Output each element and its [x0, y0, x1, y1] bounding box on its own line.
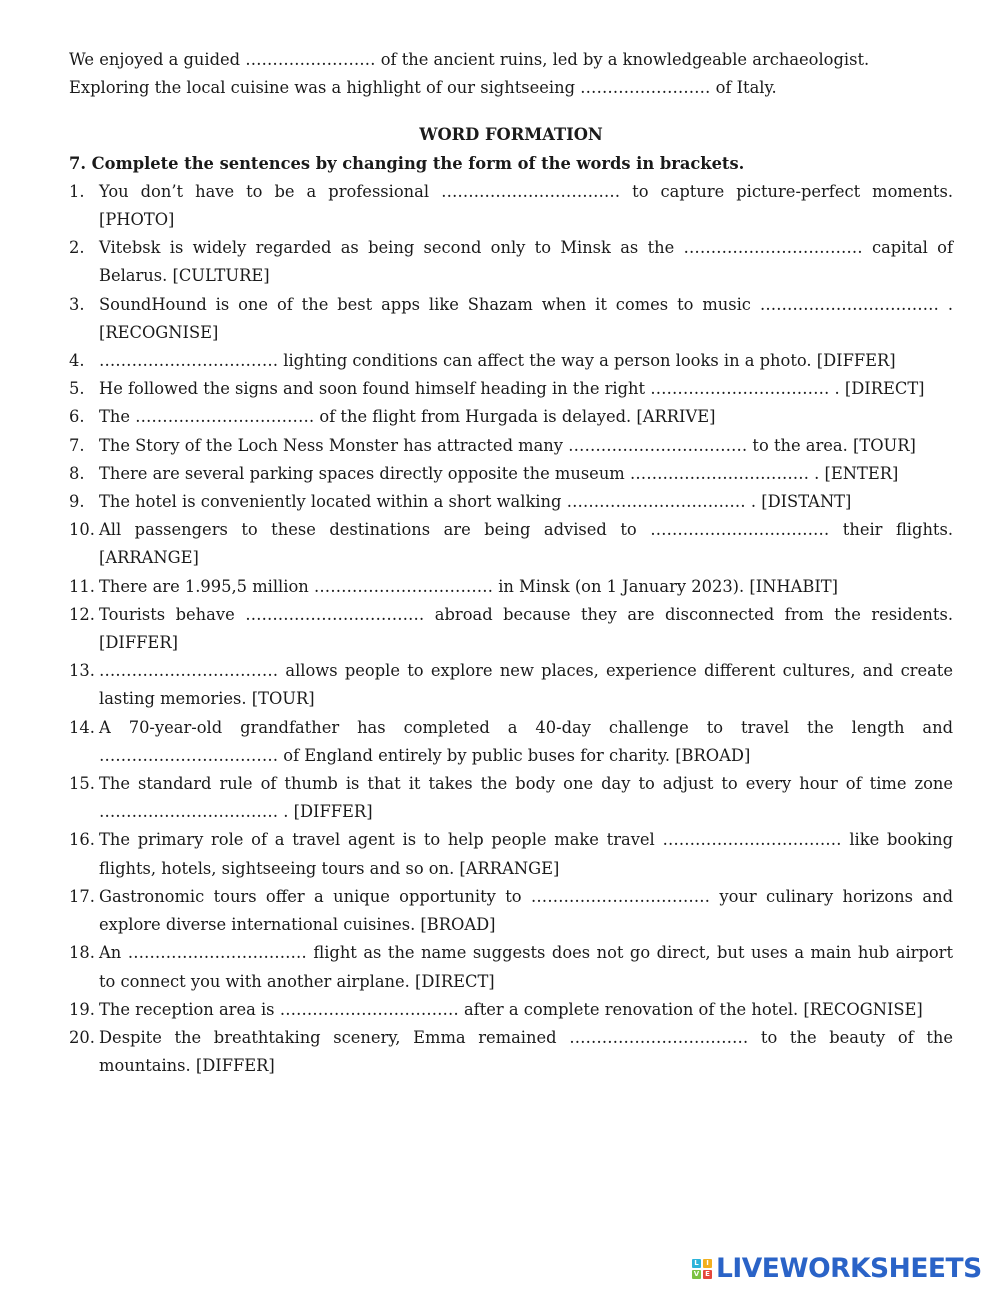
exercise-item [69, 234, 953, 290]
exercise-item [69, 770, 953, 826]
item-number: 10. [69, 520, 95, 540]
item-text: You don’t have to be a professional …………………………… to capture picture-perfect moments. [PHOTO] [99, 181, 953, 230]
item-text: There are 1.995,5 million …………………………… in Minsk (on 1 January 2023). [INHABIT] [99, 576, 838, 596]
exercise-item [69, 573, 953, 601]
item-text: There are several parking spaces directly opposite the museum …………………………… . [ENTER] [99, 463, 899, 483]
item-text: All passengers to these destinations are being advised to …………………………… their flights. [ARRANGE] [99, 520, 953, 568]
logo-block: I [703, 1259, 712, 1268]
item-number: 11. [69, 576, 95, 596]
item-text: SoundHound is one of the best apps like Shazam when it comes to music …………………………… . [RECOGNISE] [99, 294, 953, 342]
exercise-item [69, 1024, 953, 1080]
intro-sentence: We enjoyed a guided …………………… of the ancient ruins, led by a knowledgeable archaeologist. [69, 50, 870, 69]
exercise-item [69, 347, 953, 375]
logo-block: L [692, 1259, 701, 1268]
item-number: 19. [69, 999, 95, 1019]
item-number: 15. [69, 774, 95, 794]
exercise-item [69, 432, 953, 460]
item-text: The standard rule of thumb is that it takes the body one day to adjust to every hour of time zone …………………………… . [DIFFER] [99, 774, 953, 822]
logo-text: LIVEWORKSHEETS [716, 1253, 982, 1284]
item-text: The hotel is conveniently located within a short walking …………………………… . [DISTANT] [99, 492, 852, 512]
item-text: Gastronomic tours offer a unique opportunity to …………………………… your culinary horizons and explore diverse international cuisines. [BROAD] [99, 886, 953, 935]
item-number: 18. [69, 943, 95, 963]
section-title: WORD FORMATION [419, 125, 603, 145]
exercise-item [69, 178, 953, 234]
exercise-item [69, 939, 953, 995]
exercise-item [69, 291, 953, 347]
exercise-item [69, 657, 953, 713]
exercise-item [69, 460, 953, 488]
item-text: The primary role of a travel agent is to help people make travel …………………………… like booking flights, hotels, sightseeing tours and so on. [ARRANGE] [99, 830, 953, 878]
item-number: 2. [69, 238, 85, 258]
item-text: The Story of the Loch Ness Monster has attracted many …………………………… to the area. [TOUR] [99, 435, 916, 455]
exercise-list [69, 178, 953, 1081]
item-text: The …………………………… of the flight from Hurgada is delayed. [ARRIVE] [99, 407, 716, 427]
logo-blocks-icon [692, 1259, 712, 1279]
exercise-instruction: 7. Complete the sentences by changing the form of the words in brackets. [69, 153, 745, 173]
worksheet-page [69, 46, 953, 1080]
item-number: 1. [69, 181, 85, 201]
exercise-item [69, 403, 953, 431]
logo-block: E [703, 1270, 712, 1279]
item-number: 20. [69, 1027, 95, 1047]
item-number: 17. [69, 886, 95, 906]
item-text: Tourists behave …………………………… abroad because they are disconnected from the residents. [DIFFER] [99, 604, 953, 653]
exercise-item [69, 883, 953, 939]
exercise-item [69, 601, 953, 657]
liveworksheets-logo[interactable] [692, 1254, 982, 1284]
item-number: 3. [69, 294, 85, 314]
exercise-item [69, 516, 953, 572]
item-text: A 70-year-old grandfather has completed a 40-day challenge to travel the length and …………………………… of England entirely by public buses for charity. [BROAD] [99, 717, 953, 765]
exercise-item [69, 826, 953, 882]
exercise-item [69, 714, 953, 770]
item-number: 5. [69, 379, 85, 399]
item-number: 7. [69, 435, 85, 455]
exercise-item [69, 996, 953, 1024]
item-text: Despite the breathtaking scenery, Emma remained …………………………… to the beauty of the mountains. [DIFFER] [99, 1027, 953, 1076]
item-number: 16. [69, 830, 95, 850]
item-number: 14. [69, 717, 95, 737]
item-number: 13. [69, 661, 95, 681]
exercise-item [69, 488, 953, 516]
item-text: The reception area is …………………………… after a complete renovation of the hotel. [RECOGNISE] [99, 999, 923, 1019]
item-text: He followed the signs and soon found himself heading in the right …………………………… . [DIRECT] [99, 379, 925, 399]
item-text: Vitebsk is widely regarded as being second only to Minsk as the …………………………… capital of Belarus. [CULTURE] [99, 238, 953, 286]
item-number: 12. [69, 604, 95, 624]
exercise-item [69, 375, 953, 403]
item-text: …………………………… lighting conditions can affect the way a person looks in a photo. [DIFFER] [99, 351, 896, 371]
intro-sentence: Exploring the local cuisine was a highlight of our sightseeing …………………… of Italy. [69, 78, 777, 98]
logo-block: V [693, 1270, 700, 1278]
item-text: An …………………………… flight as the name suggests does not go direct, but uses a main hub airport to connect you with another airplane. [DIRECT] [99, 943, 953, 991]
item-number: 4. [69, 351, 85, 371]
item-text: …………………………… allows people to explore new places, experience different cultures, and create lasting memories. [TOUR] [99, 661, 953, 709]
item-number: 6. [69, 407, 85, 427]
item-number: 8. [69, 463, 85, 483]
item-number: 9. [69, 492, 85, 512]
